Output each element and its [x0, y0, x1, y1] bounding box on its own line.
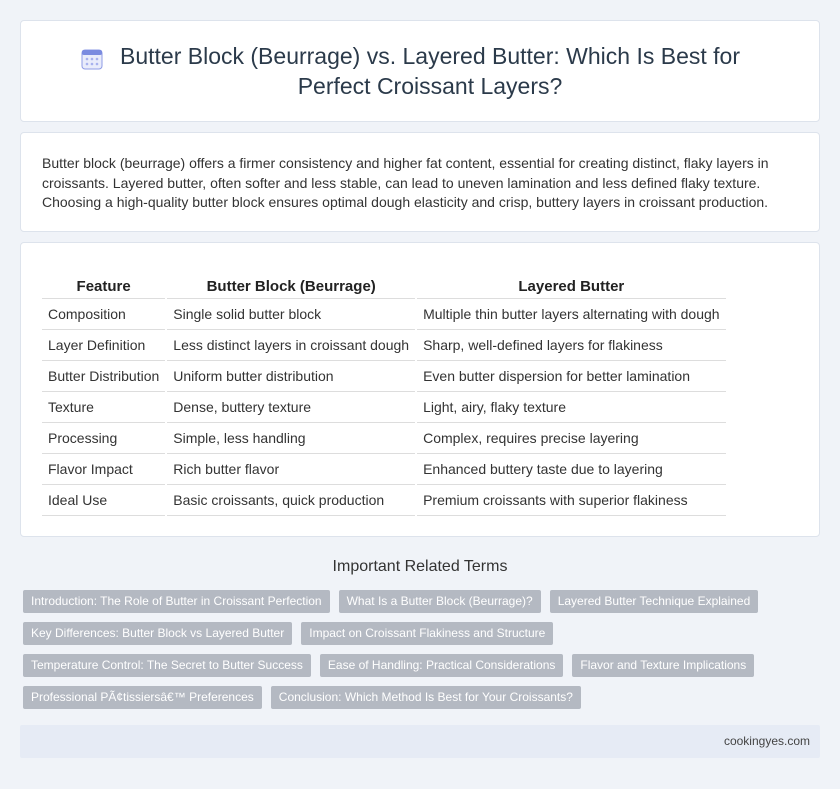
related-term-tag[interactable]: Ease of Handling: Practical Considerations [320, 654, 563, 677]
page-title: Butter Block (Beurrage) vs. Layered Butter: Which Is Best for Perfect Croissant Layers? [120, 43, 740, 99]
table-cell: Premium croissants with superior flakiness [416, 485, 726, 516]
related-term-tag[interactable]: Layered Butter Technique Explained [550, 590, 759, 613]
table-header-row [42, 270, 726, 299]
table-cell: Even butter dispersion for better lamination [416, 361, 726, 392]
table-row [42, 485, 726, 516]
related-term-tag[interactable]: Introduction: The Role of Butter in Croissant Perfection [23, 590, 330, 613]
intro-card [20, 132, 820, 232]
related-term-tag[interactable]: Key Differences: Butter Block vs Layered Butter [23, 622, 292, 645]
table-cell: Complex, requires precise layering [416, 423, 726, 454]
column-header-butter-block: Butter Block (Beurrage) [166, 270, 416, 299]
table-row [42, 299, 726, 330]
related-term-tag[interactable]: Conclusion: Which Method Is Best for Your Croissants? [271, 686, 581, 709]
table-cell: Simple, less handling [166, 423, 416, 454]
table-cell: Enhanced buttery taste due to layering [416, 454, 726, 485]
footer-bar [20, 725, 820, 758]
intro-paragraph: Butter block (beurrage) offers a firmer consistency and higher fat content, essential for creating distinct, flaky layers in croissants. Layered butter, often softer and less stable, can lead to uneven lamination and less defined flaky texture. Choosing a high-quality butter block ensures optimal dough elasticity and crisp, buttery layers in croissant production. [42, 155, 769, 210]
related-term-tag[interactable]: Temperature Control: The Secret to Butter Success [23, 654, 311, 677]
table-cell: Sharp, well-defined layers for flakiness [416, 330, 726, 361]
related-term-tag[interactable]: Flavor and Texture Implications [572, 654, 754, 677]
column-header-feature: Feature [42, 270, 166, 299]
table-row [42, 392, 726, 423]
table-cell: Multiple thin butter layers alternating with dough [416, 299, 726, 330]
related-term-tag[interactable]: Impact on Croissant Flakiness and Structure [301, 622, 553, 645]
table-row [42, 454, 726, 485]
table-cell: Dense, buttery texture [166, 392, 416, 423]
table-cell: Basic croissants, quick production [166, 485, 416, 516]
footer-site-name[interactable]: cookingyes.com [723, 734, 810, 748]
table-cell: Ideal Use [42, 485, 166, 516]
table-cell: Single solid butter block [166, 299, 416, 330]
related-terms-list [23, 590, 803, 709]
table-cell: Butter Distribution [42, 361, 166, 392]
table-cell: Light, airy, flaky texture [416, 392, 726, 423]
related-term-tag[interactable]: What Is a Butter Block (Beurrage)? [339, 590, 541, 613]
table-row [42, 330, 726, 361]
related-term-tag[interactable]: Professional PÃ¢tissiersâ€™ Preferences [23, 686, 262, 709]
column-header-layered-butter: Layered Butter [416, 270, 726, 299]
table-cell: Composition [42, 299, 166, 330]
related-terms-heading: Important Related Terms [332, 558, 508, 575]
table-row [42, 423, 726, 454]
title-card [20, 20, 820, 122]
table-cell: Rich butter flavor [166, 454, 416, 485]
table-row [42, 361, 726, 392]
table-cell: Flavor Impact [42, 454, 166, 485]
table-cell: Uniform butter distribution [166, 361, 416, 392]
table-cell: Layer Definition [42, 330, 166, 361]
comparison-table [42, 270, 726, 516]
table-cell: Less distinct layers in croissant dough [166, 330, 416, 361]
table-cell: Processing [42, 423, 166, 454]
table-cell: Texture [42, 392, 166, 423]
comparison-card [20, 242, 820, 537]
